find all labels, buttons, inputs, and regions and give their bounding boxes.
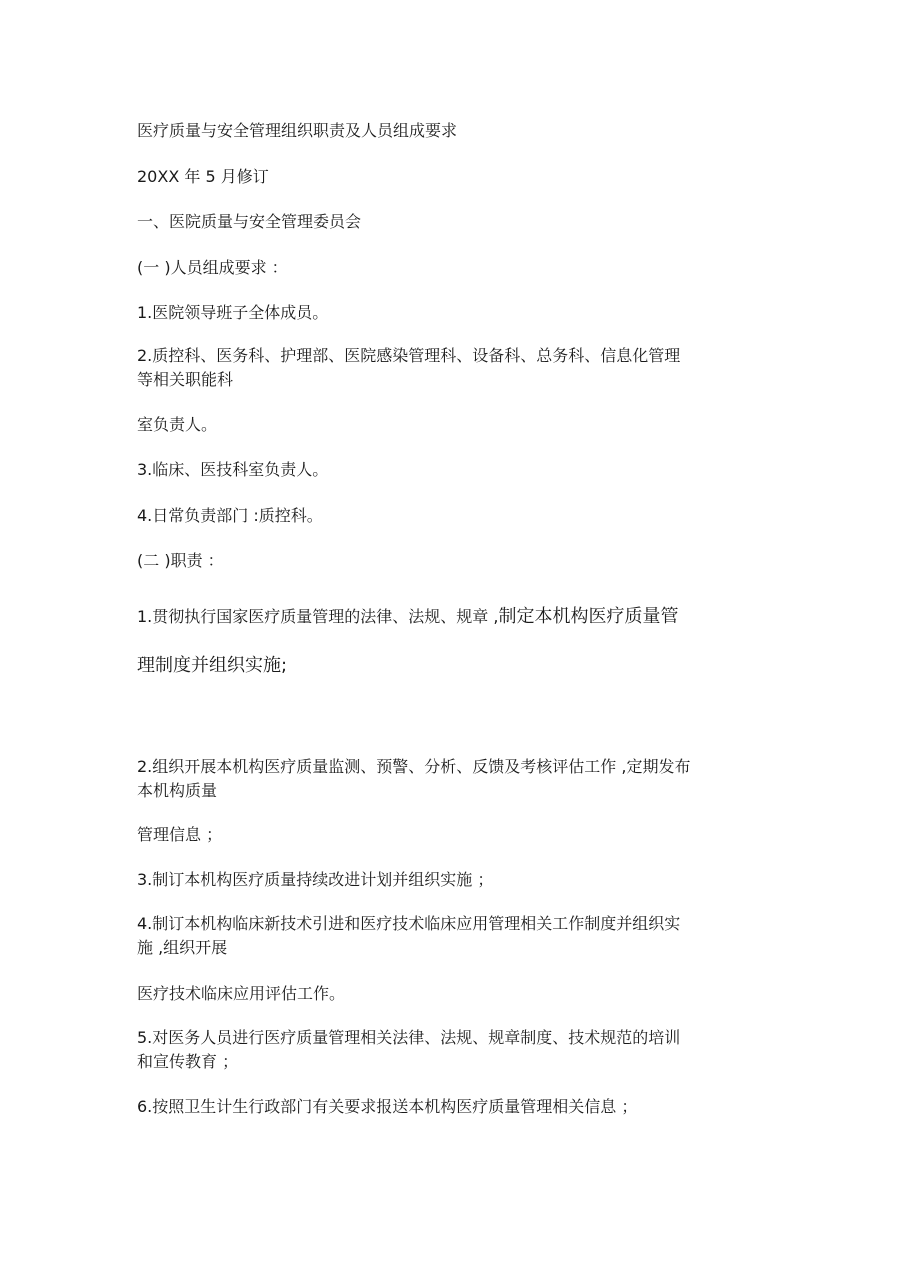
- member-item-2-line-3: 室负责人。: [137, 415, 218, 434]
- duty-item-4-line-1: 4.制订本机构临床新技术引进和医疗技术临床应用管理相关工作制度并组织实: [137, 914, 681, 933]
- member-item-3: 3.临床、医技科室负责人。: [137, 460, 329, 479]
- duty-item-5-line-1: 5.对医务人员进行医疗质量管理相关法律、法规、规章制度、技术规范的培训: [137, 1028, 681, 1047]
- duty-item-2-line-3: 管理信息 ；: [137, 825, 223, 844]
- duty-item-2-line-1: 2.组织开展本机构医疗质量监测、预警、分析、反馈及考核评估工作 ,定期发布: [137, 757, 691, 776]
- duty-item-1-part-a: 1.贯彻执行国家医疗质量管理的法律、法规、规章 ,: [137, 607, 499, 626]
- duty-item-3: 3.制订本机构医疗质量持续改进计划并组织实施 ；: [137, 870, 494, 889]
- member-item-2-line-1: 2.质控科、医务科、护理部、医院感染管理科、设备科、总务科、信息化管理: [137, 346, 681, 365]
- duty-item-1-line-1: [137, 606, 678, 628]
- subsection-heading-duties: (二 )职责 ：: [137, 551, 224, 570]
- duty-item-6: 6.按照卫生计生行政部门有关要求报送本机构医疗质量管理相关信息 ；: [137, 1097, 638, 1116]
- duty-item-1-part-b: 制定本机构医疗质量管: [498, 606, 679, 627]
- section-heading: 一、医院质量与安全管理委员会: [137, 212, 362, 231]
- member-item-2-line-2: 等相关职能科: [137, 370, 234, 389]
- duty-item-1-line-2: 理制度并组织实施;: [137, 655, 288, 676]
- duty-item-2-line-2: 本机构质量: [137, 781, 218, 800]
- duty-item-5-line-2: 和宣传教育 ；: [137, 1052, 239, 1071]
- duty-item-4-line-3: 医疗技术临床应用评估工作。: [137, 984, 346, 1003]
- document-title: 医疗质量与安全管理组织职责及人员组成要求: [137, 121, 458, 140]
- member-item-4: 4.日常负责部门 :质控科。: [137, 506, 323, 525]
- revision-date: 20XX 年 5 月修订: [137, 167, 269, 186]
- duty-item-4-line-2: 施 ,组织开展: [137, 938, 228, 957]
- member-item-1: 1.医院领导班子全体成员。: [137, 303, 329, 322]
- subsection-heading-members: (一 )人员组成要求 ：: [137, 258, 288, 277]
